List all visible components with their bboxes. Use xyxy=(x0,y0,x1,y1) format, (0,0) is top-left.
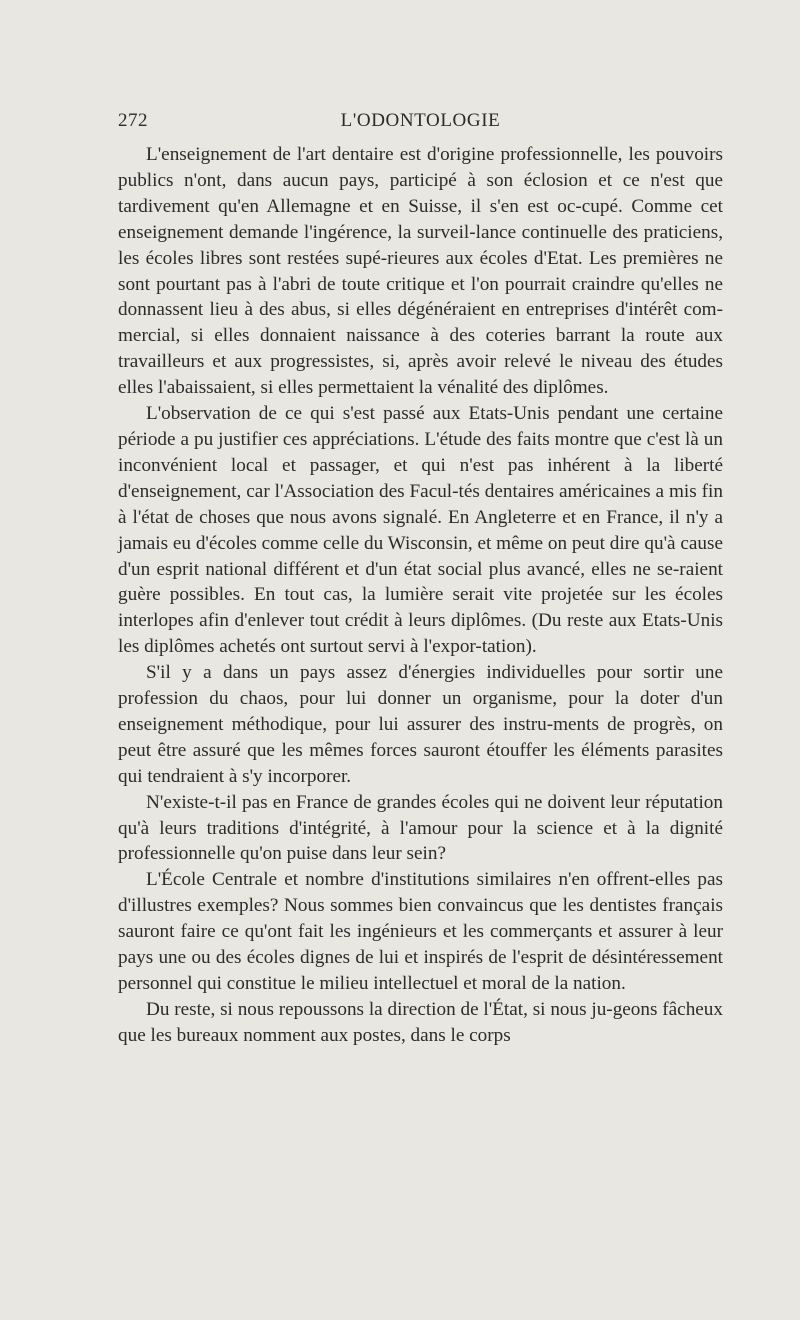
paragraph: L'enseignement de l'art dentaire est d'origine professionnelle, les pouvoirs publics n'ont, dans aucun pays, participé à son éclosion et ce n'est que tardivement qu'en Allemagne et en Suisse, il s'en est oc-cupé. Comme cet enseignement demande l'ingérence, la surveil-lance continuelle des praticiens, les écoles libres sont restées supé-rieures aux écoles d'Etat. Les premières ne sont pourtant pas à l'abri de toute critique et l'on pourrait craindre qu'elles ne donnassent lieu à des abus, si elles dégénéraient en entreprises d'intérêt com-mercial, si elles donnaient naissance à des coteries barrant la route aux travailleurs et aux progressistes, si, après avoir relevé le niveau des études elles l'abaissaient, si elles permettaient la vénalité des diplômes. xyxy=(118,144,723,399)
paragraph: S'il y a dans un pays assez d'énergies individuelles pour sortir une profession du chaos, pour lui donner un organisme, pour la doter d'un enseignement méthodique, pour lui assurer des instru-ments de progrès, on peut être assuré que les mêmes forces sauront étouffer les éléments parasites qui tendraient à s'y incorporer. xyxy=(118,662,723,787)
running-title: L'ODONTOLOGIE xyxy=(340,110,501,131)
paragraph: N'existe-t-il pas en France de grandes écoles qui ne doivent leur réputation qu'à leurs traditions d'intégrité, à l'amour pour la science et à la dignité professionnelle qu'on puise dans leur sein? xyxy=(118,791,723,865)
body-text xyxy=(118,142,723,1049)
page-header xyxy=(118,110,723,136)
page-number: 272 xyxy=(118,110,148,131)
paragraph: L'observation de ce qui s'est passé aux Etats-Unis pendant une certaine période a pu justifier ces appréciations. L'étude des faits montre que c'est là un inconvénient local et passager, et qui n'est pas inhérent à la liberté d'enseignement, car l'Association des Facul-tés dentaires américaines a mis fin à l'état de choses que nous avons signalé. En Angleterre et en France, il n'y a jamais eu d'écoles comme celle du Wisconsin, et même on peut dire qu'à cause d'un esprit national différent et d'un état social plus avancé, elles ne se-raient guère possibles. En tout cas, la lumière serait vite projetée sur les écoles interlopes afin d'enlever tout crédit à leurs diplômes. (Du reste aux Etats-Unis les diplômes achetés ont surtout servi à l'expor-tation). xyxy=(118,403,723,658)
paragraph: Du reste, si nous repoussons la direction de l'État, si nous ju-geons fâcheux que les bureaux nomment aux postes, dans le corps xyxy=(118,998,723,1046)
paragraph: L'École Centrale et nombre d'institutions similaires n'en offrent-elles pas d'illustres exemples? Nous sommes bien convaincus que les dentistes français sauront faire ce qu'ont fait les ingénieurs et les commerçants et assurer à leur pays une ou des écoles dignes de lui et inspirés de l'esprit de désintéressement personnel qui constitue le milieu intellectuel et moral de la nation. xyxy=(118,869,723,994)
